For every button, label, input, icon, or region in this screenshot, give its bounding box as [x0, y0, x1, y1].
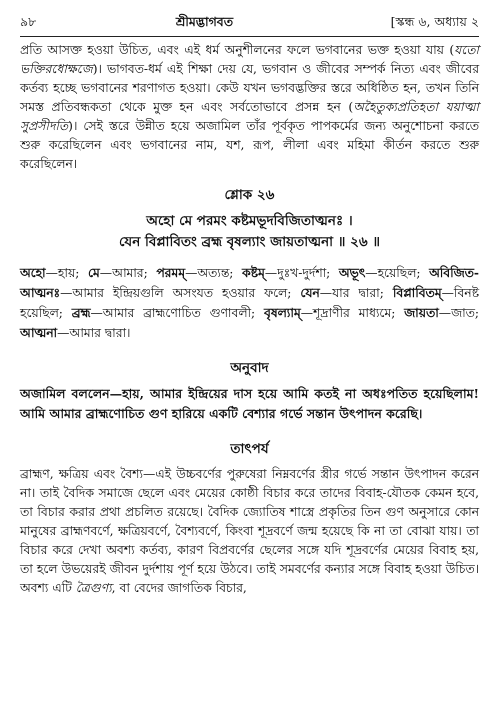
synonym-meaning: —আমার দ্বারা। [57, 326, 131, 340]
synonym-word: অভূৎ [338, 265, 366, 280]
header-divider [20, 36, 479, 37]
purport-text-a: ব্রাহ্মণ, ক্ষত্রিয় এবং বৈশ্য—এই উচ্চবর্ণের পুরুষেরা নিম্নবর্ণের স্ত্রীর গর্ভে সন্তান উৎপাদন করেন না। তাই বৈদিক সমাজে ছেলে এবং মেয়ের কোষ্ঠী বিচার করে তাদের বিবাহ-যৌতক কেমন হবে, তা বিচার করার প্রথা প্রচলিত রয়েছে। বৈদিক জ্যোতিষ শাস্ত্রে প্রকৃতির তিন গুণ অনুসারে কোন মানুষের ব্রাহ্মণবর্ণে, ক্ষত্রিয়বর্ণে, বৈশ্যবর্ণে, কিংবা শূদ্রবর্ণে জন্ম হয়েছে কি না তা বোঝা যায়। তা বিচার করে দেখা অবশ্য কর্তব্য, কারণ বিপ্রবর্ণের ছেলের সঙ্গে যদি শূদ্রবর্ণের মেয়ের বিবাহ হয়, তা হলে উভয়েরই জীবন দুর্দশায় পূর্ণ হয়ে উঠবে। তাই সমবর্ণের কন্যার সঙ্গে বিবাহ হওয়া উচিত। অবশ্য এটি [20, 467, 479, 595]
synonym-meaning: —যার দ্বারা; [319, 286, 393, 300]
translation-text: অজামিল বললেন—হায়, আমার ইন্দ্রিয়ের দাস হয়ে আমি কতই না অধঃপতিত হয়েছিলাম! আমি আমার ব্রাহ্মণোচিত গুণ হারিয়ে একটি বেশ্যার গর্ভে সন্তান উৎপাদন করেছি। [20, 386, 479, 421]
synonyms [20, 263, 479, 343]
verse-line-1: অহো মে পরমং কষ্টমভূদবিজিতাত্মনঃ । [146, 213, 353, 229]
page-number: ৯৮ [20, 14, 37, 29]
verse-line-2: যেন বিপ্লাবিতং ব্রহ্ম বৃষল্যাং জায়তাত্মনা ॥ ২৬ ॥ [118, 234, 381, 250]
synonym-meaning: —আমার ব্রাহ্মণোচিত গুণাবলী; [90, 306, 264, 320]
synonym-meaning: —দুঃখ-দুর্দশা; [264, 266, 339, 280]
synonym-meaning: —শূদ্রাণীর মাধ্যমে; [300, 306, 405, 320]
synonym-meaning: —হয়েছিল; [365, 266, 430, 280]
synonym-word: মে [87, 265, 100, 280]
purport-text [20, 465, 479, 598]
synonym-meaning: —হায়; [45, 266, 88, 280]
synonym-meaning: —আমার; [99, 266, 157, 280]
intro-paragraph [20, 41, 479, 174]
synonym-word: অহো [20, 265, 46, 280]
intro-quote-1: যতো ভক্তিরধোক্ষজে [20, 43, 479, 76]
intro-text-3: )। সেই স্তরে উন্নীত হয়ে অজামিল তাঁর পূর্বকৃত পাপকর্মের জন্য অনুশোচনা করতে শুরু করেছিলেন এবং ভগবানের নাম, যশ, রূপ, লীলা এবং মহিমা কীর্তন করতে শুরু করেছিলেন। [20, 119, 479, 171]
synonym-meaning: —বিনষ্ট হয়েছিল; [20, 286, 479, 320]
verse-title: শ্লোক ২৬ [224, 187, 275, 203]
page-header [20, 14, 479, 34]
synonym-word: পরমম্ [156, 265, 186, 280]
intro-text-1: প্রতি আসক্ত হওয়া উচিত, এবং এই ধর্ম অনুশীলনের ফলে ভগবানের ভক্ত হওয়া যায় ( [20, 43, 455, 57]
synonym-word: অবিজিত-আত্মনঃ [20, 265, 479, 300]
translation-heading: অনুবাদ [230, 360, 269, 376]
purport-term: ত্রৈগুণ্য [75, 581, 112, 595]
synonym-word: কষ্টম্ [242, 265, 265, 280]
intro-text-2: )। ভাগবত-ধর্ম এই শিক্ষা দেয় যে, ভগবান ও জীবের সম্পর্ক নিত্য এবং জীবের কর্তব্য হচ্ছে ভগবানের শরণাগত হওয়া। কেউ যখন ভগবদ্ভক্তির স্তরে অধিষ্ঠিত হন, তখন তিনি সমস্ত প্রতিবন্ধকতা থেকে মুক্ত হন এবং সর্বতোভাবে প্রসন্ন হন ( [20, 62, 479, 114]
synonym-word: বিপ্লাবিতম্ [392, 285, 442, 300]
intro-quote-2: অহৈতুক্যপ্রতিহতা যয়াত্মা সুপ্রসীদতি [20, 100, 479, 133]
synonym-word: বৃষল্যাম্ [263, 305, 301, 320]
book-title: শ্রীমদ্ভাগবত [175, 14, 234, 29]
synonym-word: জায়তা [404, 305, 439, 320]
purport-text-b: , বা বেদের জাগতিক বিচার, [111, 581, 247, 595]
synonym-word: যেন [300, 285, 320, 300]
purport-heading: তাৎপর্য [230, 441, 269, 457]
synonym-word: আত্মনা [20, 325, 58, 340]
synonym-meaning: —অত্যন্ত; [185, 266, 243, 280]
synonym-meaning: —জাত; [438, 306, 479, 320]
synonym-word: ব্রহ্ম [71, 305, 91, 320]
synonym-meaning: —আমার ইন্দ্রিয়গুলি অসংযত হওয়ার ফলে; [60, 286, 301, 300]
chapter-reference: [স্কন্ধ ৬, অধ্যায় ২ [390, 14, 479, 29]
